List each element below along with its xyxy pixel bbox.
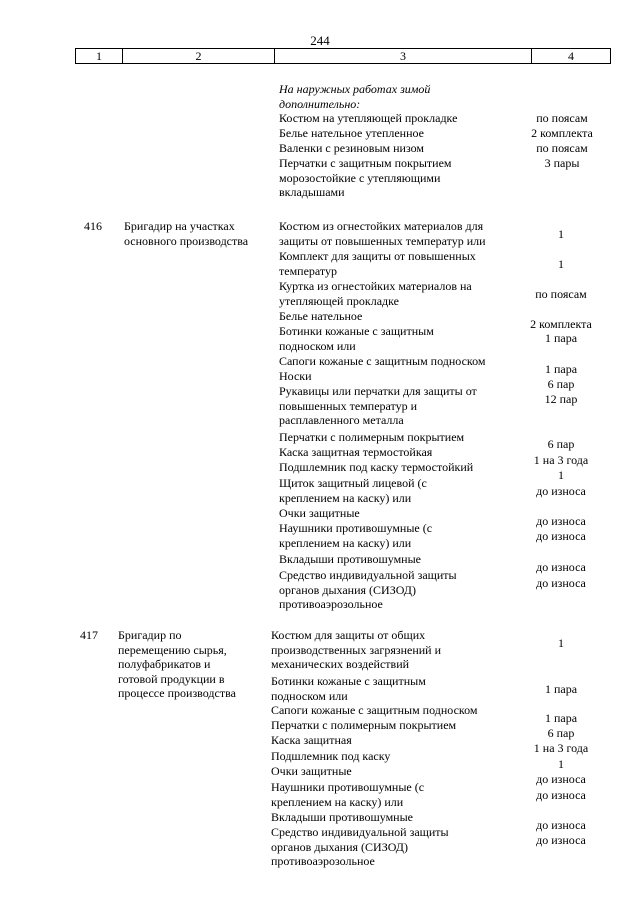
item-name-line: Средство индивидуальной защиты — [271, 825, 449, 839]
item-norm: до износа — [536, 529, 586, 543]
item-name-line: защиты от повышенных температур или — [279, 233, 486, 248]
item-name-line: органов дыхания (СИЗОД) — [271, 839, 408, 854]
item-name-line: подноском или — [279, 338, 356, 353]
item-name-line: производственных загрязнений и — [271, 642, 442, 657]
item-norm: 6 пар — [547, 726, 575, 740]
item-name-line: механических воздействий — [271, 657, 410, 671]
item-norm: 1 — [558, 757, 564, 771]
column-header-1: 1 — [76, 49, 123, 64]
item-norm: 2 комплекта — [530, 317, 592, 331]
item-name-line: Рукавицы или перчатки для защиты от — [279, 384, 477, 398]
entry-number: 416 — [84, 219, 102, 233]
profession-line: готовой продукции в — [118, 671, 225, 686]
item-norm: до износа — [536, 833, 586, 847]
item-norm: 12 пар — [544, 392, 578, 406]
item-norm: 3 пары — [544, 156, 580, 170]
item-norm: до износа — [536, 772, 586, 786]
item-name-line: Подшлемник под каску термостойкий — [279, 460, 474, 474]
item-name-line: Очки защитные — [271, 764, 352, 778]
item-name-line: Наушники противошумные (с — [271, 780, 425, 794]
column-header-2: 2 — [123, 49, 275, 64]
item-name-line: креплением на каску) или — [279, 490, 412, 505]
item-name-line: Каска защитная термостойкая — [279, 445, 433, 459]
item-name-line: расплавленного металла — [279, 413, 404, 427]
item-norm: 1 пара — [544, 711, 578, 725]
item-name-line: Сапоги кожаные с защитным подноском — [271, 703, 478, 717]
item-name-line: Комплект для защиты от повышенных — [279, 249, 476, 263]
item-name-line: Белье нательное — [279, 309, 363, 323]
item-norm: до износа — [536, 818, 586, 832]
item-name-line: повышенных температур и — [279, 398, 418, 413]
item-name-line: Каска защитная — [271, 733, 352, 747]
item-name-line: утепляющей прокладке — [279, 293, 399, 308]
item-name-line: креплением на каску) или — [279, 535, 412, 550]
item-name-line: Перчатки с полимерным покрытием — [279, 430, 465, 444]
profession-line: основного производства — [124, 233, 249, 248]
profession-line: Бригадир на участках — [124, 219, 235, 233]
item-name-line: Очки защитные — [279, 506, 360, 520]
column-header-row — [75, 48, 611, 64]
profession-line: процессе производства — [118, 686, 236, 700]
profession-line: Бригадир по — [118, 628, 182, 642]
item-name-line: Ботинки кожаные с защитным — [279, 324, 434, 338]
item-norm: 1 — [558, 227, 564, 241]
item-norm: 1 на 3 года — [533, 741, 589, 755]
profession-line: перемещению сырья, — [118, 642, 227, 657]
item-name-line: Куртка из огнестойких материалов на — [279, 279, 472, 293]
block-heading-line: дополнительно: — [279, 96, 361, 111]
item-name-line: Наушники противошумные (с — [279, 521, 433, 535]
item-name-line: Валенки с резиновым низом — [279, 141, 425, 155]
item-name-line: Перчатки с защитным покрытием — [279, 156, 452, 170]
item-name-line: подноском или — [271, 688, 348, 703]
item-name-line: температур — [279, 263, 338, 278]
column-header-4: 4 — [532, 49, 611, 64]
item-name-line: противоаэрозольное — [279, 597, 383, 611]
entry-number: 417 — [80, 628, 98, 642]
item-name-line: Сапоги кожаные с защитным подноском — [279, 354, 486, 368]
item-norm: 1 пара — [544, 682, 578, 696]
block-heading-line: На наружных работах зимой — [279, 82, 431, 96]
item-name-line: Вкладыши противошумные — [271, 810, 413, 824]
item-name-line: Подшлемник под каску — [271, 749, 391, 763]
item-name-line: Костюм на утепляющей прокладке — [279, 111, 458, 125]
item-name-line: Перчатки с полимерным покрытием — [271, 718, 457, 732]
item-name-line: Средство индивидуальной защиты — [279, 568, 457, 582]
item-name-line: Щиток защитный лицевой (с — [279, 476, 427, 490]
item-name-line: Костюм из огнестойких материалов для — [279, 219, 484, 233]
column-header-3: 3 — [275, 49, 532, 64]
item-norm: 1 пара — [544, 362, 578, 376]
item-name-line: морозостойкие с утепляющими — [279, 170, 441, 185]
item-name-line: противоаэрозольное — [271, 854, 375, 868]
item-name-line: Белье нательное утепленное — [279, 126, 424, 140]
item-norm: 6 пар — [547, 437, 575, 451]
item-norm: 1 пара — [544, 331, 578, 345]
item-norm: по поясам — [535, 287, 587, 301]
item-name-line: Вкладыши противошумные — [279, 552, 421, 566]
item-name-line: органов дыхания (СИЗОД) — [279, 582, 416, 597]
profession-line: полуфабрикатов и — [118, 657, 211, 671]
item-norm: до износа — [536, 560, 586, 574]
item-norm: 1 — [558, 468, 564, 482]
item-norm: 2 комплекта — [531, 126, 593, 140]
item-norm: до износа — [536, 788, 586, 802]
item-norm: 1 — [558, 636, 564, 650]
page-number: 244 — [310, 33, 330, 48]
item-norm: до износа — [536, 576, 586, 590]
item-norm: по поясам — [536, 141, 588, 155]
item-norm: 1 на 3 года — [533, 453, 589, 467]
item-norm: до износа — [536, 484, 586, 498]
item-norm: по поясам — [536, 111, 588, 125]
item-name-line: вкладышами — [279, 185, 345, 199]
item-name-line: Носки — [279, 369, 312, 383]
item-norm: до износа — [536, 514, 586, 528]
item-norm: 1 — [558, 257, 564, 271]
item-name-line: Костюм для защиты от общих — [271, 628, 426, 642]
item-name-line: креплением на каску) или — [271, 794, 404, 809]
item-name-line: Ботинки кожаные с защитным — [271, 674, 426, 688]
item-norm: 6 пар — [547, 377, 575, 391]
